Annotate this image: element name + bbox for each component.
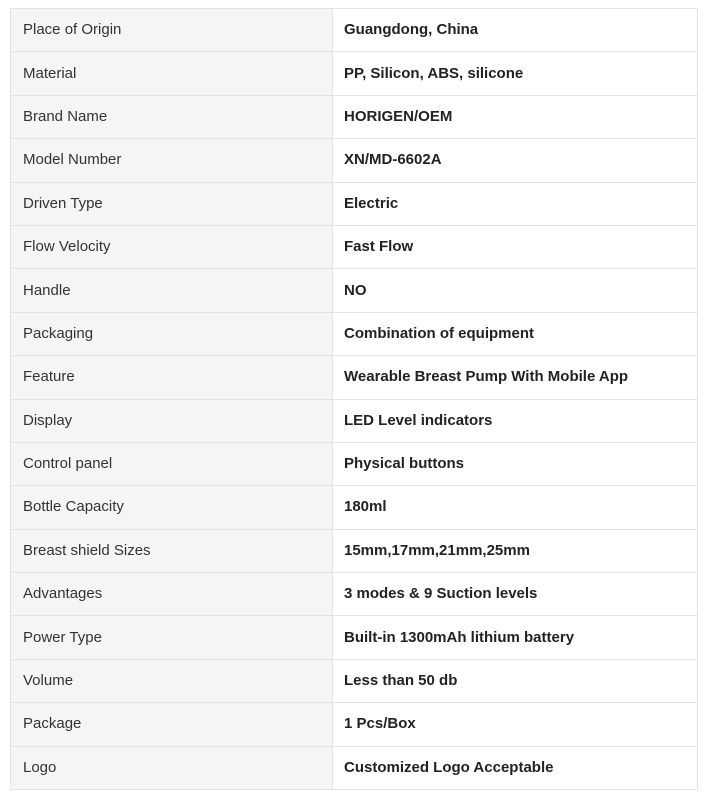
spec-value: XN/MD-6602A [333,139,698,182]
spec-label: Advantages [11,573,333,616]
spec-label: Power Type [11,616,333,659]
spec-value: Physical buttons [333,442,698,485]
spec-value: Electric [333,182,698,225]
spec-value: 15mm,17mm,21mm,25mm [333,529,698,572]
spec-label: Flow Velocity [11,225,333,268]
spec-label: Breast shield Sizes [11,529,333,572]
table-row [11,225,698,268]
spec-label: Material [11,52,333,95]
table-row [11,486,698,529]
table-row [11,95,698,138]
table-row [11,573,698,616]
spec-label: Packaging [11,312,333,355]
spec-label: Bottle Capacity [11,486,333,529]
spec-value: Guangdong, China [333,9,698,52]
spec-value: NO [333,269,698,312]
table-row [11,659,698,702]
table-row [11,312,698,355]
table-row [11,529,698,572]
spec-value: Wearable Breast Pump With Mobile App [333,356,698,399]
spec-label: Brand Name [11,95,333,138]
spec-label: Feature [11,356,333,399]
spec-label: Control panel [11,442,333,485]
spec-label: Model Number [11,139,333,182]
table-row [11,139,698,182]
spec-value: 1 Pcs/Box [333,703,698,746]
spec-value: PP, Silicon, ABS, silicone [333,52,698,95]
table-row [11,442,698,485]
spec-value: HORIGEN/OEM [333,95,698,138]
spec-table-body [11,9,698,790]
table-row [11,269,698,312]
spec-value: Fast Flow [333,225,698,268]
spec-label: Driven Type [11,182,333,225]
table-row [11,616,698,659]
table-row [11,356,698,399]
spec-value: Customized Logo Acceptable [333,746,698,789]
spec-label: Place of Origin [11,9,333,52]
spec-value: 180ml [333,486,698,529]
spec-label: Logo [11,746,333,789]
spec-label: Package [11,703,333,746]
spec-label: Handle [11,269,333,312]
table-row [11,703,698,746]
spec-value: LED Level indicators [333,399,698,442]
product-spec-table [10,8,698,790]
table-row [11,399,698,442]
spec-label: Volume [11,659,333,702]
spec-value: Built-in 1300mAh lithium battery [333,616,698,659]
table-row [11,746,698,789]
table-row [11,52,698,95]
spec-value: Less than 50 db [333,659,698,702]
table-row [11,9,698,52]
spec-label: Display [11,399,333,442]
spec-value: 3 modes & 9 Suction levels [333,573,698,616]
table-row [11,182,698,225]
spec-value: Combination of equipment [333,312,698,355]
